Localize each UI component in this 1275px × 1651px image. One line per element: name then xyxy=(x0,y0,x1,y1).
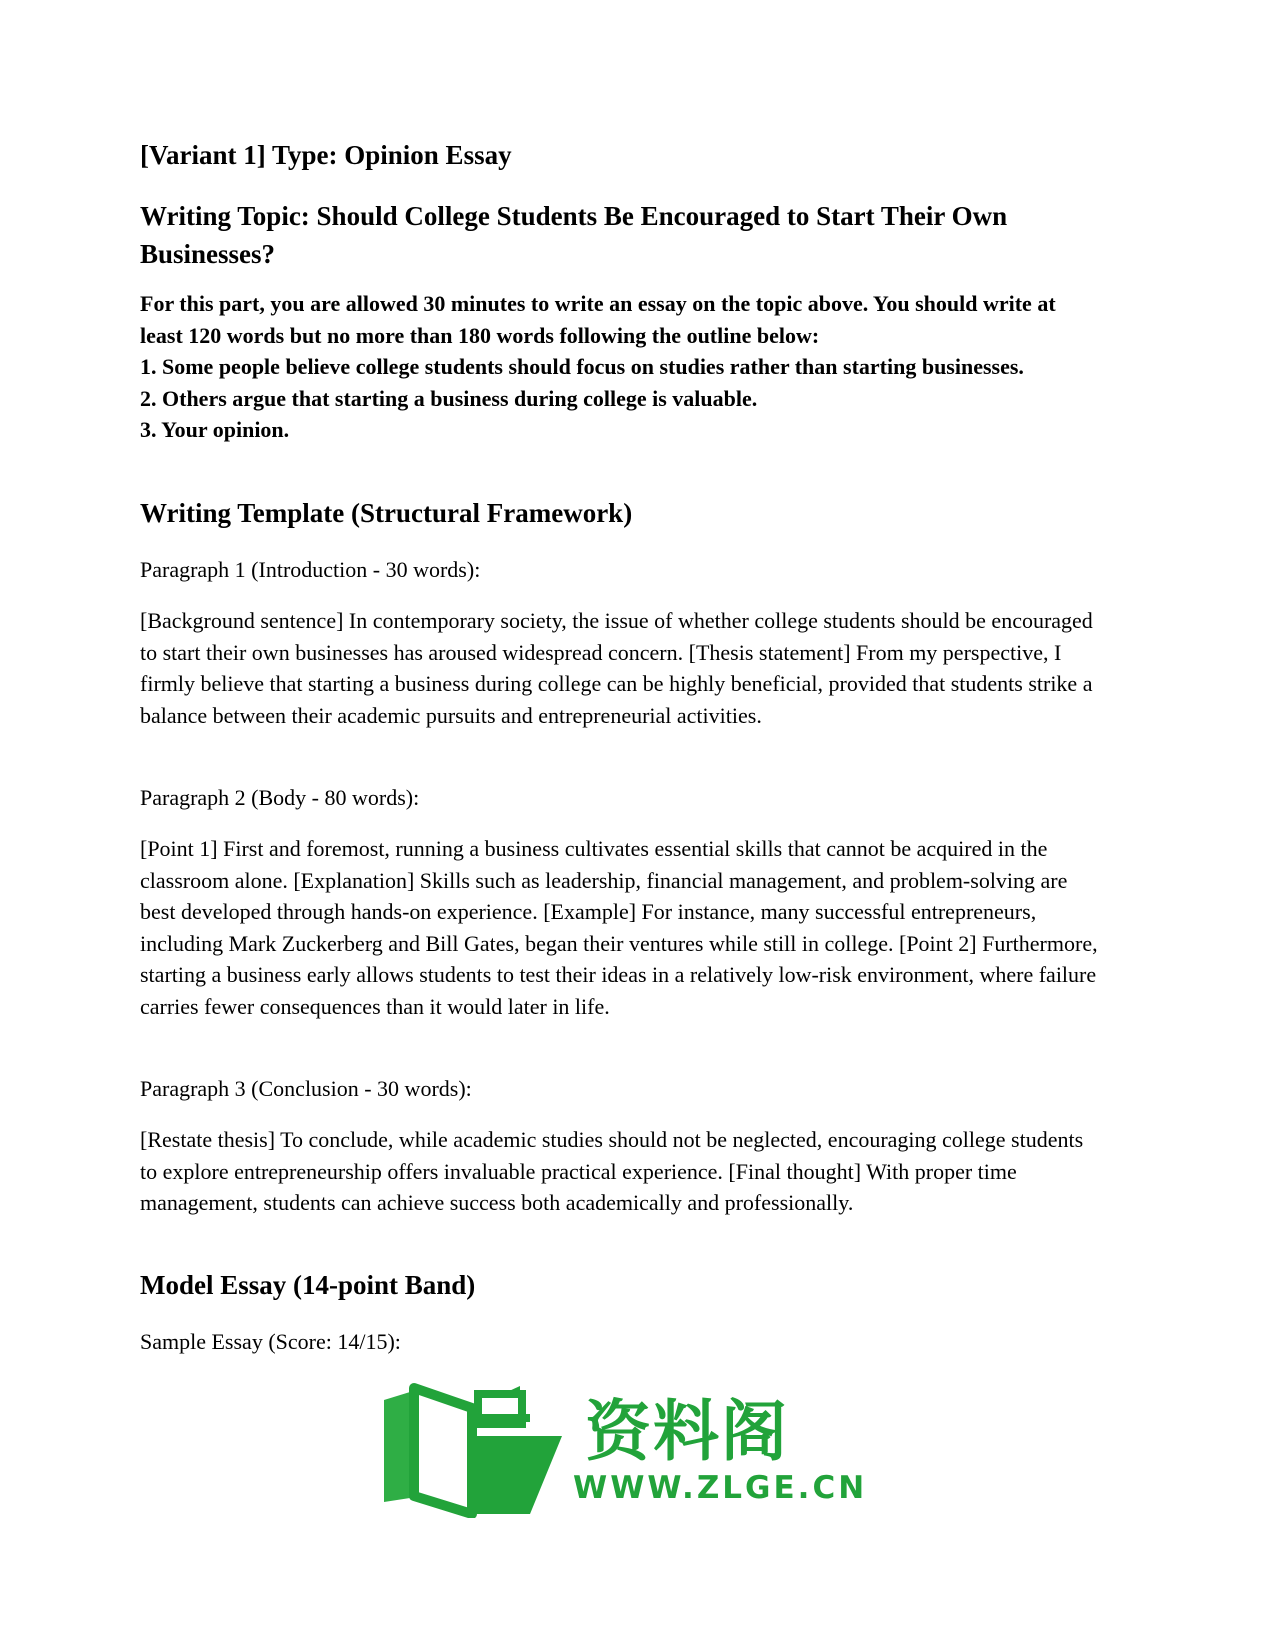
paragraph-2-label: Paragraph 2 (Body - 80 words): xyxy=(140,785,420,810)
paragraph-1-label: Paragraph 1 (Introduction - 30 words): xyxy=(140,557,481,582)
variant-heading: [Variant 1] Type: Opinion Essay xyxy=(140,140,512,170)
template-heading: Writing Template (Structural Framework) xyxy=(140,498,633,528)
paragraph-3-text: [Restate thesis] To conclude, while academic studies should not be neglected, encouraging college students to explore entrepreneurship offers invaluable practical experience. [Final thought] With proper time management, students can achieve success both academically and professionally. xyxy=(140,1127,1084,1215)
outline-point-1: 1. Some people believe college students should focus on studies rather than starting businesses. xyxy=(140,354,1024,379)
logo-url: WWW.ZLGE.CN xyxy=(573,1470,868,1506)
paragraph-2-text: [Point 1] First and foremost, running a business cultivates essential skills that cannot be acquired in the classroom alone. [Explanation] Skills such as leadership, financial management, and problem-solving are best developed through hands-on experience. [Example] For instance, many successful entrepreneurs, including Mark Zuckerberg and Bill Gates, began their ventures while still in college. [Point 2] Furthermore, starting a business early allows students to test their ideas in a relatively low-risk environment, where failure carries fewer consequences than it would later in life. xyxy=(140,836,1098,1019)
outline-point-3: 3. Your opinion. xyxy=(140,417,290,442)
sample-essay-label: Sample Essay (Score: 14/15): xyxy=(140,1329,401,1354)
model-essay-heading: Model Essay (14-point Band) xyxy=(140,1270,476,1300)
topic-heading: Writing Topic: Should College Students Be Encouraged to Start Their Own Businesses? xyxy=(140,201,1008,269)
open-book-folder-icon xyxy=(380,1378,570,1518)
logo-name-cn: 资料阁 xyxy=(585,1393,789,1470)
paragraph-1-text: [Background sentence] In contemporary society, the issue of whether college students should be encouraged to start their own businesses has aroused widespread concern. [Thesis statement] From my perspective, I firmly believe that starting a business during college can be highly beneficial, provided that students strike a balance between their academic pursuits and entrepreneurial activities. xyxy=(140,608,1093,728)
instructions-block xyxy=(140,288,1100,446)
outline-point-2: 2. Others argue that starting a business during college is valuable. xyxy=(140,385,758,411)
site-logo xyxy=(380,1378,868,1518)
instructions-intro: For this part, you are allowed 30 minutes to write an essay on the topic above. You should write at least 120 words but no more than 180 words following the outline below: xyxy=(140,291,1056,348)
paragraph-3-label: Paragraph 3 (Conclusion - 30 words): xyxy=(140,1076,472,1101)
